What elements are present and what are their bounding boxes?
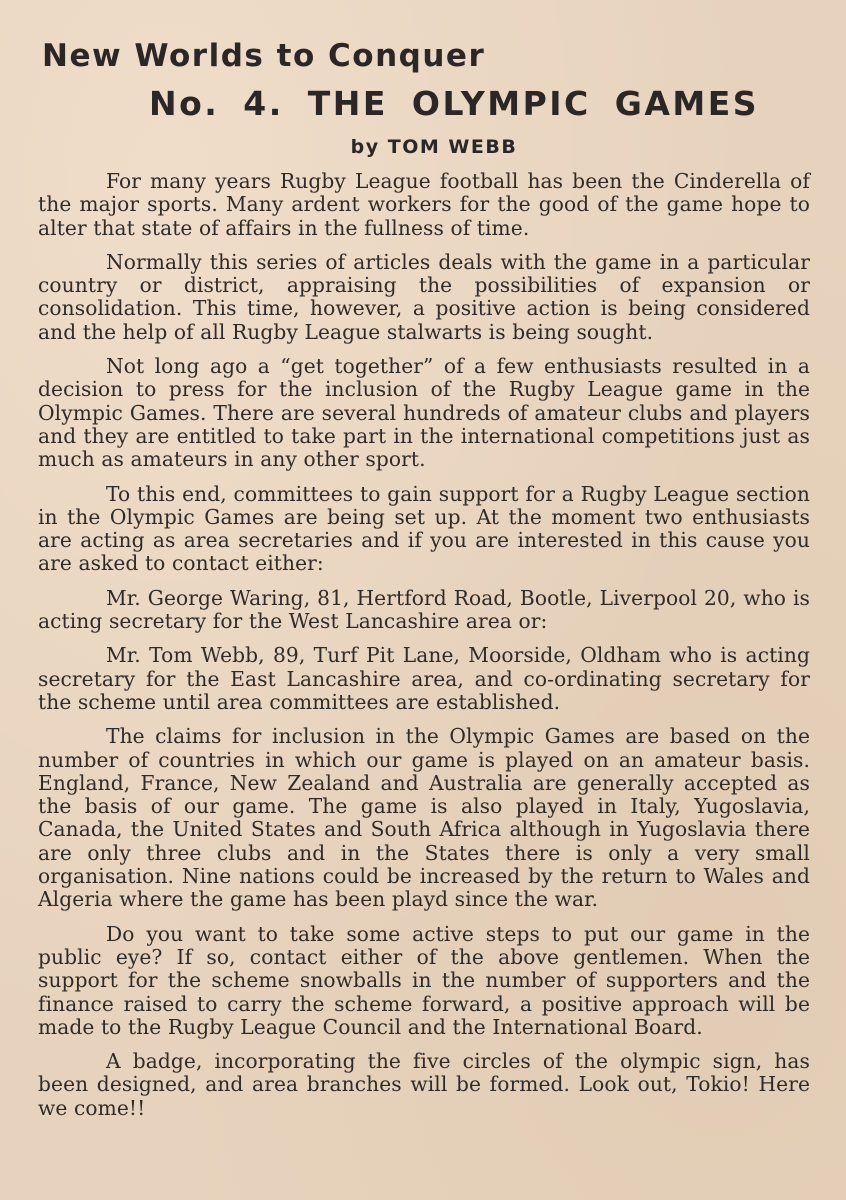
paragraph-call-to-action: Do you want to take some active steps to put our game in the public eye? If so, contact either of the above gentlemen. When the support for the scheme snowballs in the number of supporters and the finance raised to carry the scheme forward, a positive approach will be made to the Rugby League Council and the International Board.	[38, 921, 810, 1039]
paragraph-get-together: Not long ago a “get together” of a few enthusiasts resulted in a decision to press for the inclusion of the Rugby League game in the Olympic Games. There are several hundreds of amateur clubs and players and they are entitled to take part in the international competitions just as much as amateurs in any other sport.	[38, 354, 810, 472]
contact-george-waring: Mr. George Waring, 81, Hertford Road, Bootle, Liverpool 20, who is acting secretary for the West Lancashire area or:	[38, 585, 810, 634]
paragraph-series-note: Normally this series of articles deals with the game in a particular country or district, appraising the possibilities of expansion or consolidation. This time, however, a positive action is being considered and the help of all Rugby League stalwarts is being sought.	[38, 249, 810, 344]
paragraph-intro: For many years Rugby League football has been the Cinderella of the major sports. Many ardent workers for the good of the game hope to alter that state of affairs in the fullness of time.	[38, 169, 810, 240]
article-title: No. 4. THE OLYMPIC GAMES	[148, 84, 760, 123]
byline: by TOM WEBB	[350, 136, 518, 158]
article-body	[38, 170, 810, 1120]
paragraph-claims: The claims for inclusion in the Olympic Games are based on the number of countries in which our game is played on an amateur basis. England, France, New Zealand and Australia are generally accepted as the basis of our game. The game is also played in Italy, Yugoslavia, Canada, the United States and South Africa although in Yugoslavia there are only three clubs and in the States there is only a very small organisation. Nine nations could be increased by the return to Wales and Algeria where the game has been playd since the war.	[38, 724, 810, 912]
series-title: New Worlds to Conquer	[42, 38, 486, 74]
paragraph-committees: To this end, committees to gain support for a Rugby League section in the Olympic Games are being set up. At the moment two enthusiasts are acting as area secretaries and if you are interested in this cause you are asked to contact either:	[38, 481, 810, 576]
contact-tom-webb: Mr. Tom Webb, 89, Turf Pit Lane, Moorside, Oldham who is acting secretary for the East Lancashire area, and co-ordinating secretary for the scheme until area committees are established.	[38, 643, 810, 714]
paragraph-badge: A badge, incorporating the five circles of the olympic sign, has been designed, and area branches will be formed. Look out, Tokio! Here we come!!	[38, 1049, 810, 1120]
